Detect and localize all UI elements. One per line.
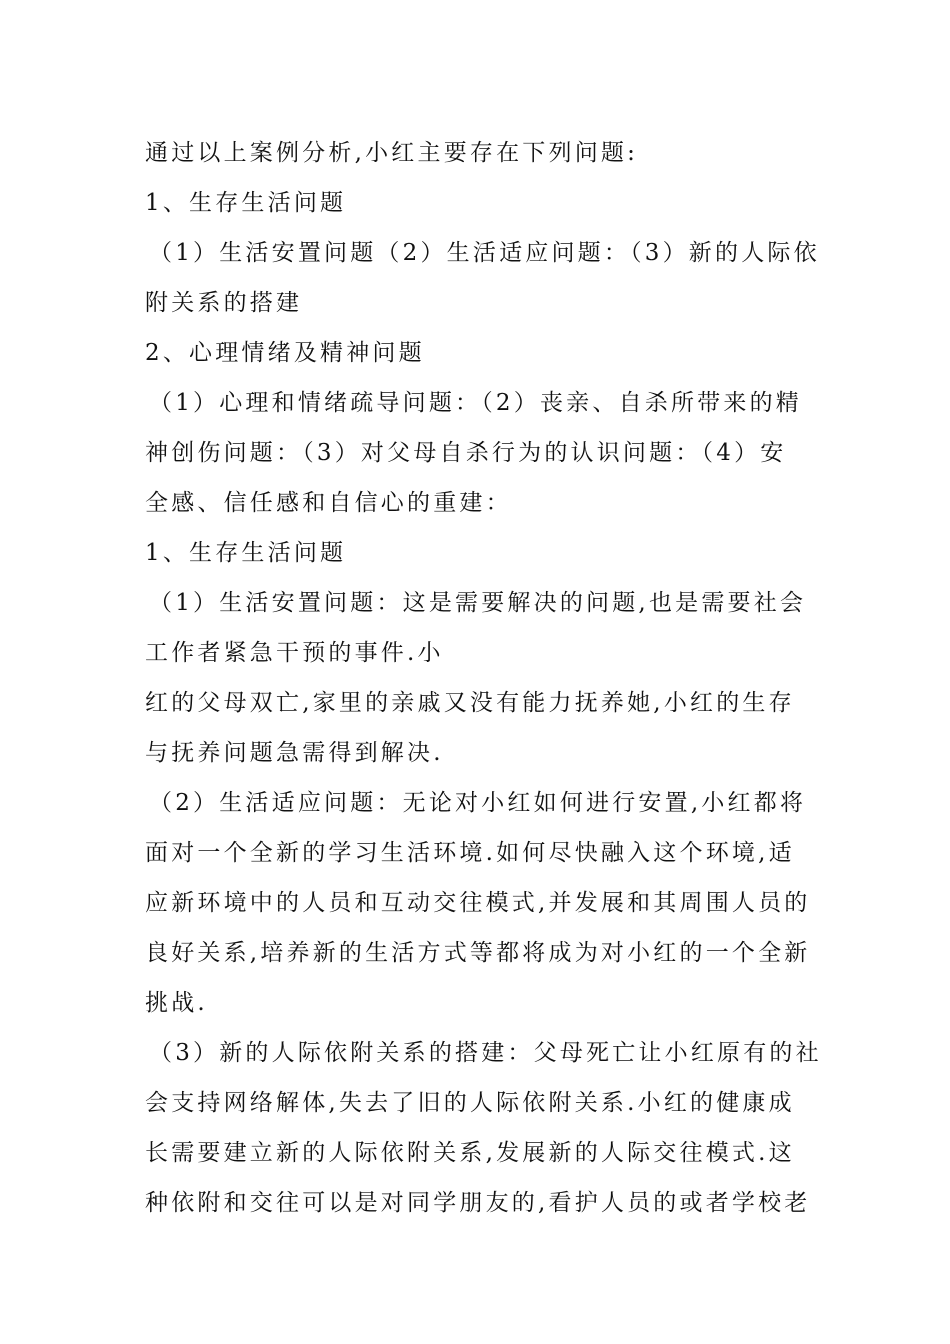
text-line: 种依附和交往可以是对同学朋友的,看护人员的或者学校老	[145, 1190, 811, 1216]
text-line: （1）生活安置问题：这是需要解决的问题,也是需要社会	[149, 590, 807, 616]
text-line: 挑战.	[145, 990, 208, 1016]
text-line: 会支持网络解体,失去了旧的人际依附关系.小红的健康成	[145, 1090, 795, 1116]
text-line: 神创伤问题：（3）对父母自杀行为的认识问题：（4）安	[145, 440, 787, 466]
text-line: （1）生活安置问题（2）生活适应问题：（3）新的人际依	[149, 240, 820, 266]
text-line: 红的父母双亡,家里的亲戚又没有能力抚养她,小红的生存	[145, 690, 795, 716]
heading-survival-problems-detail: 1、生存生活问题	[145, 540, 347, 566]
intro-line: 通过以上案例分析,小红主要存在下列问题:	[145, 140, 639, 166]
text-line: 应新环境中的人员和互动交往模式,并发展和其周围人员的	[145, 890, 811, 916]
text-line: 附关系的搭建	[145, 290, 303, 316]
text-line: （1）心理和情绪疏导问题：（2）丧亲、自杀所带来的精	[149, 390, 802, 416]
heading-survival-problems: 1、生存生活问题	[145, 190, 347, 216]
text-line: 与抚养问题急需得到解决.	[145, 740, 444, 766]
text-line: 工作者紧急干预的事件.小	[145, 640, 444, 666]
text-line: （3）新的人际依附关系的搭建：父母死亡让小红原有的社	[149, 1040, 822, 1066]
document-body	[145, 128, 822, 1228]
text-line: （2）生活适应问题：无论对小红如何进行安置,小红都将	[149, 790, 807, 816]
text-line: 面对一个全新的学习生活环境.如何尽快融入这个环境,适	[145, 840, 795, 866]
heading-psychological-problems: 2、心理情绪及精神问题	[145, 340, 425, 366]
text-line: 良好关系,培养新的生活方式等都将成为对小红的一个全新	[145, 940, 811, 966]
text-line: 全感、信任感和自信心的重建：	[145, 490, 512, 516]
text-line: 长需要建立新的人际依附关系,发展新的人际交往模式.这	[145, 1140, 795, 1166]
